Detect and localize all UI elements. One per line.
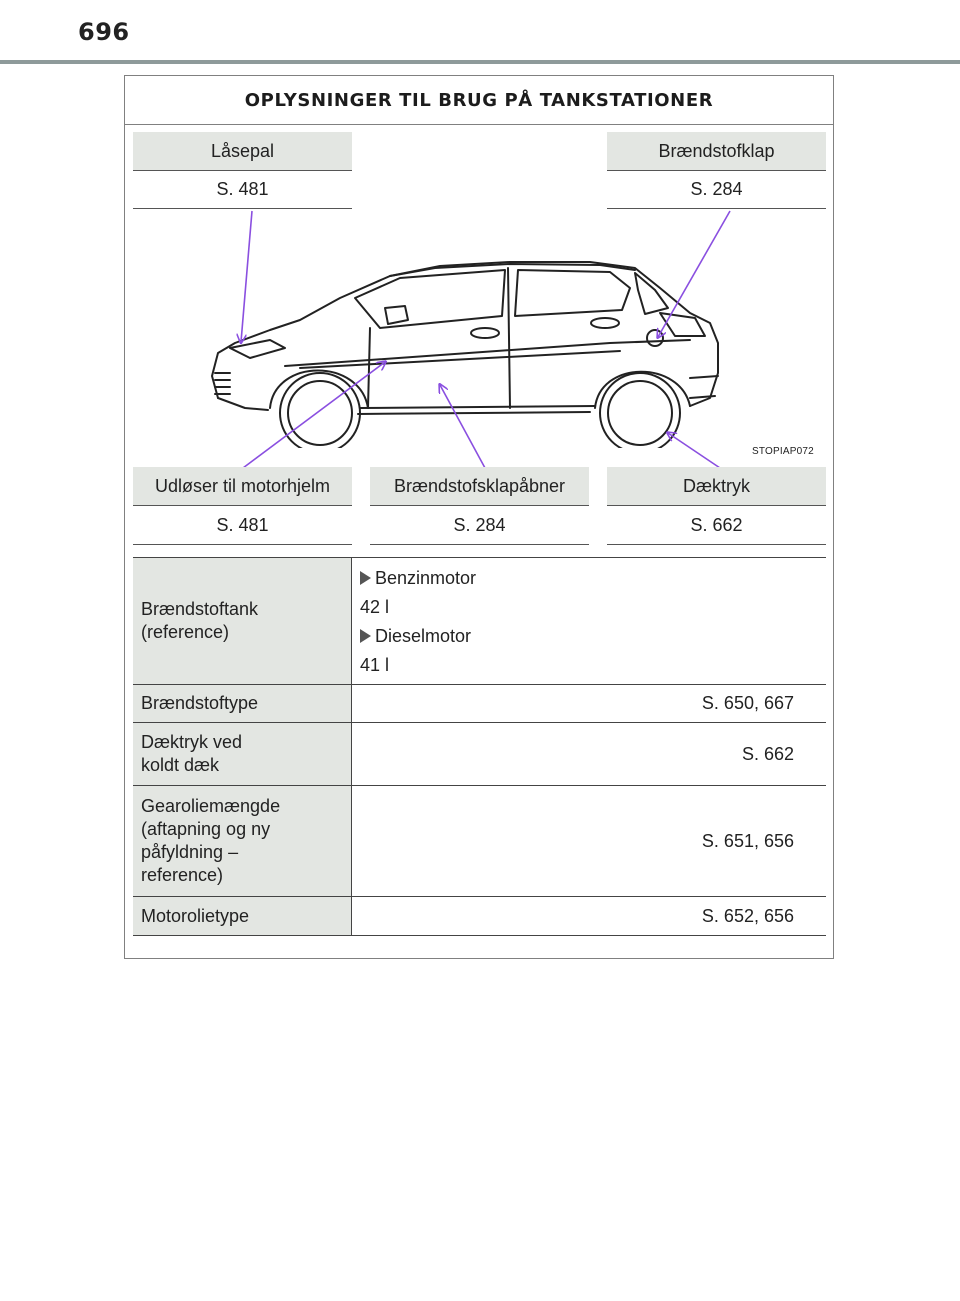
row-label-cold-tire-pressure: Dæktryk ved koldt dæk [133, 723, 352, 785]
header-rule [0, 60, 960, 64]
car-illustration [190, 248, 750, 448]
table-row [133, 558, 826, 685]
label-hood-release: Udløser til motorhjelm [133, 467, 352, 505]
table-row [133, 897, 826, 935]
petrol-engine [360, 564, 476, 593]
label-fuel-door-opener: Brændstofsklapåbner [370, 467, 589, 505]
row-value-fuel-type[interactable]: S. 650, 667 [701, 693, 794, 713]
diesel-engine [360, 622, 471, 651]
ref-tire-pressure[interactable]: S. 662 [607, 505, 826, 545]
diesel-label: Dieselmotor [375, 626, 472, 646]
row-label-fuel-tank: Brændstoftank (reference) [133, 558, 352, 684]
spec-table [133, 557, 826, 936]
table-row [133, 685, 826, 723]
ref-fuel-door[interactable]: S. 284 [607, 170, 826, 209]
image-code: STOPIAP072 [752, 446, 814, 457]
row-label-fuel-type: Brændstoftype [133, 685, 352, 722]
page-title: OPLYSNINGER TIL BRUG PÅ TANKSTATIONER [125, 76, 833, 125]
diesel-capacity: 41 l [360, 655, 390, 675]
label-locking-latch: Låsepal [133, 132, 352, 170]
row-value-cold-tire-pressure[interactable]: S. 662 [741, 743, 794, 764]
ref-fuel-door-opener[interactable]: S. 284 [370, 505, 589, 545]
row-value-gear-oil[interactable]: S. 651, 656 [701, 830, 794, 851]
ref-locking-latch[interactable]: S. 481 [133, 170, 352, 209]
petrol-capacity: 42 l [360, 597, 390, 617]
label-tire-pressure: Dæktryk [607, 467, 826, 505]
table-row [133, 723, 826, 786]
label-fuel-door: Brændstofklap [607, 132, 826, 170]
petrol-label: Benzinmotor [375, 568, 477, 588]
row-value-fuel-tank [352, 558, 826, 684]
row-value-engine-oil-type[interactable]: S. 652, 656 [701, 905, 794, 926]
row-label-engine-oil-type: Motorolietype [133, 897, 352, 935]
table-row [133, 786, 826, 897]
triangle-bullet-icon [360, 571, 371, 585]
ref-hood-release[interactable]: S. 481 [133, 505, 352, 545]
row-label-gear-oil: Gearoliemængde (aftapning og ny påfyldning – reference) [133, 786, 352, 896]
triangle-bullet-icon [360, 629, 371, 643]
page-number: 696 [78, 18, 130, 46]
